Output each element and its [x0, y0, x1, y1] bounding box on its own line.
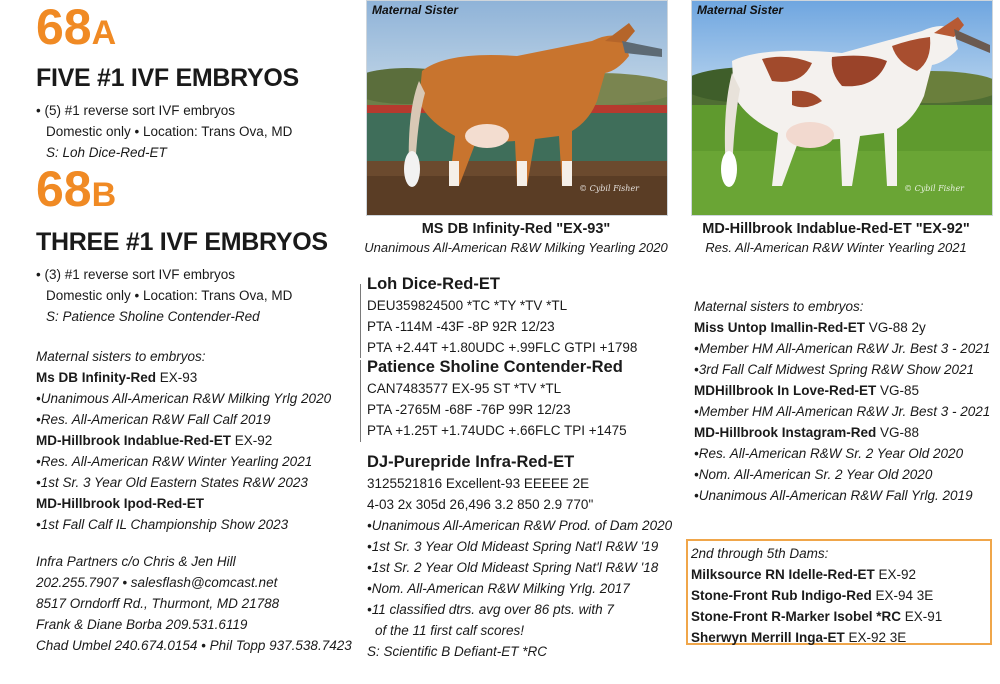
maternal-sister-photo-right: [691, 0, 993, 216]
cow-note: •1st Fall Calf IL Championship Show 2023: [36, 517, 289, 532]
photo-cow-award: Res. All-American R&W Winter Yearling 2021: [705, 240, 967, 255]
cow-entry: MD-Hillbrook Instagram-Red VG-88: [694, 425, 920, 440]
cow-note: •Res. All-American R&W Fall Calf 2019: [36, 412, 271, 427]
lot-68b-number: 68B: [36, 161, 117, 217]
dam-line: 4-03 2x 305d 26,496 3.2 850 2.9 770": [367, 497, 594, 512]
cow-note: •Res. All-American R&W Sr. 2 Year Old 2020: [694, 446, 964, 461]
photo-tag: Maternal Sister: [697, 3, 784, 17]
dam-entry: Stone-Front Rub Indigo-Red EX-94 3E: [691, 588, 934, 603]
sire-line: PTA +1.25T +1.74UDC +.66FLC TPI +1475: [367, 423, 627, 438]
cow-entry: Miss Untop Imallin-Red-ET VG-88 2y: [694, 320, 926, 335]
lot-68b-title: THREE #1 IVF EMBRYOS: [36, 228, 328, 256]
contact-line: Chad Umbel 240.674.0154 • Phil Topp 937.538.7423: [36, 638, 352, 653]
cow-note: •Unanimous All-American R&W Fall Yrlg. 2019: [694, 488, 973, 503]
dam-sire-line: S: Scientific B Defiant-ET *RC: [367, 644, 548, 659]
dam-note: •11 classified dtrs. avg over 86 pts. with 7: [367, 602, 614, 617]
sire-name: Patience Sholine Contender-Red: [367, 358, 623, 376]
dam-note: •Nom. All-American R&W Milking Yrlg. 2017: [367, 581, 630, 596]
cow-entry: MD-Hillbrook Ipod-Red-ET: [36, 496, 204, 511]
dam-name: DJ-Purepride Infra-Red-ET: [367, 453, 575, 471]
sire-block-loh-dice: [367, 273, 637, 358]
dam-entry: Milksource RN Idelle-Red-ET EX-92: [691, 567, 917, 582]
sire-line: S: Loh Dice-Red-ET: [46, 145, 167, 160]
cow-entry: MD-Hillbrook Indablue-Red-ET EX-92: [36, 433, 273, 448]
contact-line: Frank & Diane Borba 209.531.6119: [36, 617, 248, 632]
contact-line: 8517 Orndorff Rd., Thurmont, MD 21788: [36, 596, 280, 611]
cow-note: •Member HM All-American R&W Jr. Best 3 - 2021: [694, 341, 991, 356]
sire-line: DEU359824500 *TC *TY *TV *TL: [367, 298, 568, 313]
photo-watermark: © Cybil Fisher: [579, 184, 639, 193]
cow-note: •Res. All-American R&W Winter Yearling 2021: [36, 454, 313, 469]
photo-left-caption: [346, 219, 686, 257]
sire-divider: [360, 360, 361, 442]
lot-68a-details: [36, 100, 292, 163]
cow-note: •3rd Fall Calf Midwest Spring R&W Show 2021: [694, 362, 975, 377]
cow-entry: Ms DB Infinity-Red EX-93: [36, 370, 198, 385]
sire-block-contender: [367, 356, 627, 441]
cow-note: •1st Sr. 3 Year Old Eastern States R&W 2023: [36, 475, 308, 490]
photo-tag: Maternal Sister: [372, 3, 459, 17]
cow-note: •Unanimous All-American R&W Milking Yrlg 2020: [36, 391, 332, 406]
sire-line: PTA +2.44T +1.80UDC +.99FLC GTPI +1798: [367, 340, 638, 355]
lot-68a-number: 68A: [36, 0, 117, 55]
dam-note: •1st Sr. 2 Year Old Mideast Spring Nat'l R&W '18: [367, 560, 659, 575]
photo-cow-award: Unanimous All-American R&W Milking Yearling 2020: [364, 240, 668, 255]
detail-line: Domestic only • Location: Trans Ova, MD: [46, 124, 293, 139]
cow-photo-illustration: [692, 1, 992, 215]
cow-entry: MDHillbrook In Love-Red-ET VG-85: [694, 383, 920, 398]
contact-line: Infra Partners c/o Chris & Jen Hill: [36, 554, 236, 569]
lot-68b-details: [36, 264, 292, 327]
photo-cow-name: MD-Hillbrook Indablue-Red-ET "EX-92": [702, 221, 970, 237]
photo-cow-name: MS DB Infinity-Red "EX-93": [421, 221, 611, 237]
dam-note: •1st Sr. 3 Year Old Mideast Spring Nat'l R&W '19: [367, 539, 659, 554]
photo-watermark: © Cybil Fisher: [904, 184, 964, 193]
cow-photo-illustration: [367, 1, 667, 215]
sire-line: S: Patience Sholine Contender-Red: [46, 309, 260, 324]
section-header: 2nd through 5th Dams:: [691, 546, 829, 561]
lot-68a-title: FIVE #1 IVF EMBRYOS: [36, 64, 299, 92]
dam-entry: Sherwyn Merrill Inga-ET EX-92 3E: [691, 630, 907, 645]
sire-line: PTA -114M -43F -8P 92R 12/23: [367, 319, 555, 334]
dams-box: [686, 539, 992, 645]
dam-note: •Unanimous All-American R&W Prod. of Dam 2020: [367, 518, 673, 533]
sire-line: PTA -2765M -68F -76P 99R 12/23: [367, 402, 571, 417]
detail-line: • (5) #1 reverse sort IVF embryos: [36, 103, 236, 118]
sire-line: CAN7483577 EX-95 ST *TV *TL: [367, 381, 562, 396]
cow-note: •Member HM All-American R&W Jr. Best 3 - 2021: [694, 404, 991, 419]
dam-entry: Stone-Front R-Marker Isobel *RC EX-91: [691, 609, 943, 624]
sire-divider: [360, 284, 361, 358]
dam-note: of the 11 first calf scores!: [375, 623, 525, 638]
maternal-sister-photo-left: [366, 0, 668, 216]
contact-block: [36, 551, 352, 656]
section-header: Maternal sisters to embryos:: [694, 299, 864, 314]
left-maternal-sisters: [36, 346, 331, 535]
detail-line: • (3) #1 reverse sort IVF embryos: [36, 267, 236, 282]
sire-name: Loh Dice-Red-ET: [367, 275, 500, 293]
dam-block: [367, 451, 672, 662]
detail-line: Domestic only • Location: Trans Ova, MD: [46, 288, 293, 303]
photo-right-caption: [671, 219, 1000, 257]
right-maternal-sisters: [694, 296, 990, 506]
dam-line: 3125521816 Excellent-93 EEEEE 2E: [367, 476, 590, 491]
contact-line: 202.255.7907 • salesflash@comcast.net: [36, 575, 278, 590]
section-header: Maternal sisters to embryos:: [36, 349, 206, 364]
cow-note: •Nom. All-American Sr. 2 Year Old 2020: [694, 467, 933, 482]
